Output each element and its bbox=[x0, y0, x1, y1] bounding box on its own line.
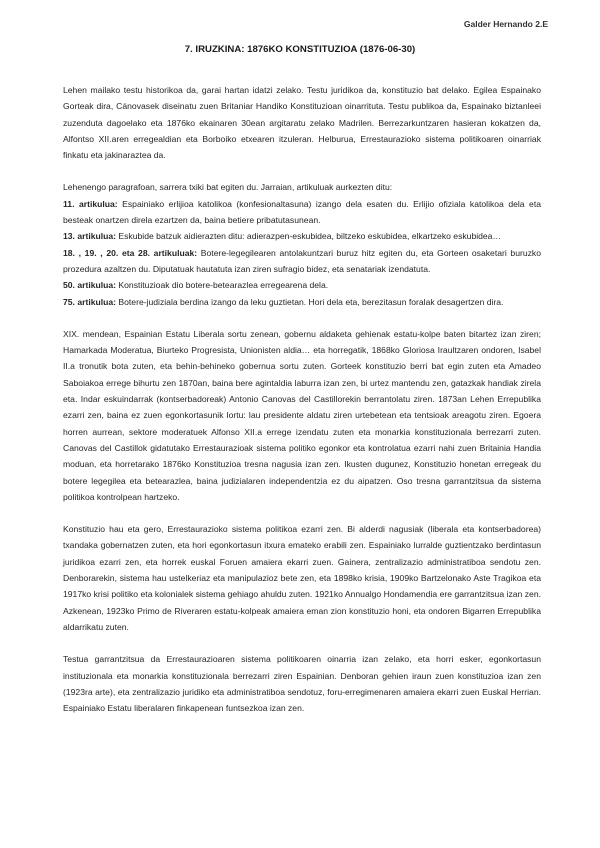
article-label: 13. artikulua: bbox=[63, 231, 117, 242]
article-label: 18. , 19. , 20. eta 28. artikuluak: bbox=[63, 247, 198, 258]
author-header: Galder Hernando 2.E bbox=[463, 19, 548, 29]
page-title: 7. IRUZKINA: 1876KO KONSTITUZIOA (1876-06-30) bbox=[184, 44, 416, 55]
article-item bbox=[63, 196, 541, 229]
document-body bbox=[63, 82, 541, 716]
article-label: 75. artikulua: bbox=[63, 296, 117, 307]
articles-intro: Lehenengo paragrafoan, sarrera txiki bat egiten du. Jarraian, artikuluak aurkezten ditu: bbox=[63, 182, 393, 193]
paragraph-gap bbox=[63, 635, 541, 651]
article-item bbox=[63, 277, 541, 293]
article-item bbox=[63, 245, 541, 278]
context-paragraph: XIX. mendean, Espainian Estatu Liberala sortu zenean, gobernu aldaketa gehienak estatu-kolpe baten bitartez izan ziren; Hamarkada Moderatua, Biurteko Progresista, Unionisten aldia… eta horregatik, 1868ko Gloriosa Iraultzaren ondoren, Isabel II.a tronutik bota zuten, eta behin-behineko gobernua sortu zuten. Gorteek konstituzio berri bat egin zuten eta Amadeo Saboiakoa errege bihurtu zen 1870an, baina bere agintaldia laburra izan zen, bi urtez mantendu zen, gatazkak handiak zirela eta. Indar eskuindarrak (kontserbadoreak) Antonio Canovas del Castillorekin berrantolatu ziren. 1873an Lehen Errepublika ezarri zen, baina ez zuen egonkortasunik lortu: lau presidente aldatu ziren urtebetean eta tentsioak areagotu ziren. Egoera horren aurrean, sektore moderatuek Alfonso XII.a errege izendatu zuten eta monarkia konstituzionala berrezarri zuten. Canovas del Castillok gidatutako Errestaurazioak sistema politiko egonkor eta kontrolatua ezarri nahi zuen Britainia Handia moduan, eta horretarako 1876ko Konstituzioa tresna nagusia izan zen. Ikusten dugunez, Konstituzio honetan erregeak du botere legegilea eta betearazlea, baina judizialaren independentzia ez du aipatzen. Oso tresna garrantzitsua da sistema politikoa kontrolpean hartzeko. bbox=[63, 328, 541, 502]
paragraph-gap bbox=[63, 163, 541, 179]
paragraph-gap bbox=[63, 505, 541, 521]
article-label: 50. artikulua: bbox=[63, 280, 117, 291]
article-text: Eskubide batzuk aidierazten ditu: adierazpen-eskubidea, biltzeko eskubidea, elkartzeko eskubidea… bbox=[116, 231, 502, 242]
article-text: Konstituzioak dio botere-betearazlea erregearena dela. bbox=[116, 280, 329, 291]
article-text: Botere-legegilearen antolakuntzari buruz hitz egiten du, eta Gorteen osaketari buruzko prozedura azaltzen du. Diputatuak hautatuta izan ziren sufragio bidez, eta senatariak izendatuta. bbox=[63, 247, 541, 274]
paragraph-gap bbox=[63, 310, 541, 326]
article-text: Espainiako erlijioa katolikoa (konfesionaltasuna) izango dela esaten du. Erlijio ofiziala katolikoa dela eta besteak onartzen direla ezartzen da, baina betiere pribatutasunean. bbox=[63, 198, 542, 226]
article-item bbox=[63, 294, 541, 310]
conclusion-paragraph: Testua garrantzitsua da Errestaurazioaren sistema politikoaren oinarria izan zelako, eta horri esker, egonkortasun instituzionala eta monarkia konstituzionala berrezarri ziren Espainian. Denboran gehien iraun zuen konstituzioa izan zen (1923ra arte), eta zentralizazio juridiko eta administratiboa sendotuz, foru-erregimenaren amaiera ekarri zuen Euskal Herrian. Espainiako Estatu liberalaren finkapenean funtsezkoa izan zen. bbox=[63, 654, 541, 714]
consequences-paragraph: Konstituzio hau eta gero, Errestaurazioko sistema politikoa ezarri zen. Bi alderdi nagusiak (liberala eta kontserbadorea) txandaka gobernatzen zuten, eta hori egonkortasun itxura emateko erabili zen. Espainiako lurralde guztientzako berdintasun juridikoa ezarri zen, eta horrek euskal Foruen amaiera ekarri zuen. Gainera, zentralizazio administratiboa sendotu zen. Denborarekin, sistema hau ustelkeriaz eta manipulazioz bete zen, eta 1898ko krisia, 1909ko Bartzelonako Aste Tragikoa eta 1917ko krisi politiko eta kolonialek sistema gehiago ahuldu zuten. 1921ko Annualgo Hondamendia ere garrantzitsua izan zen. Azkenean, 1923ko Primo de Riveraren estatu-kolpeak amaiera eman zion konstituzio honi, eta ondoren Bigarren Errepublika aldarrikatu zuten. bbox=[63, 524, 541, 632]
article-item bbox=[63, 228, 541, 244]
article-text: Botere-judiziala berdina izango da leku guztietan. Hori dela eta, berezitasun foralak desagertzen dira. bbox=[116, 296, 504, 307]
article-label: 11. artikulua: bbox=[63, 198, 118, 209]
intro-paragraph: Lehen mailako testu historikoa da, garai hartan idatzi zelako. Testu juridikoa da, konstituzio bat delako. Egilea Espainako Gorteak dira, Cánovasek diseinatu zuen Britaniar Handiko Konstituzioan oinarrituta. Testu publikoa da, Espainako biztanleei zuzenduta dagoelako eta 1876ko ekainaren 30ean argitaratu zelako Madrilen. Berrezarkuntzaren hasieran kokatzen da, Alfontso XII.aren erregealdian eta Borboiko etxearen itzuleran. Helburua, Errestaurazioko sistema politikoaren oinarriak finkatu eta jakinaraztea da. bbox=[63, 85, 541, 161]
